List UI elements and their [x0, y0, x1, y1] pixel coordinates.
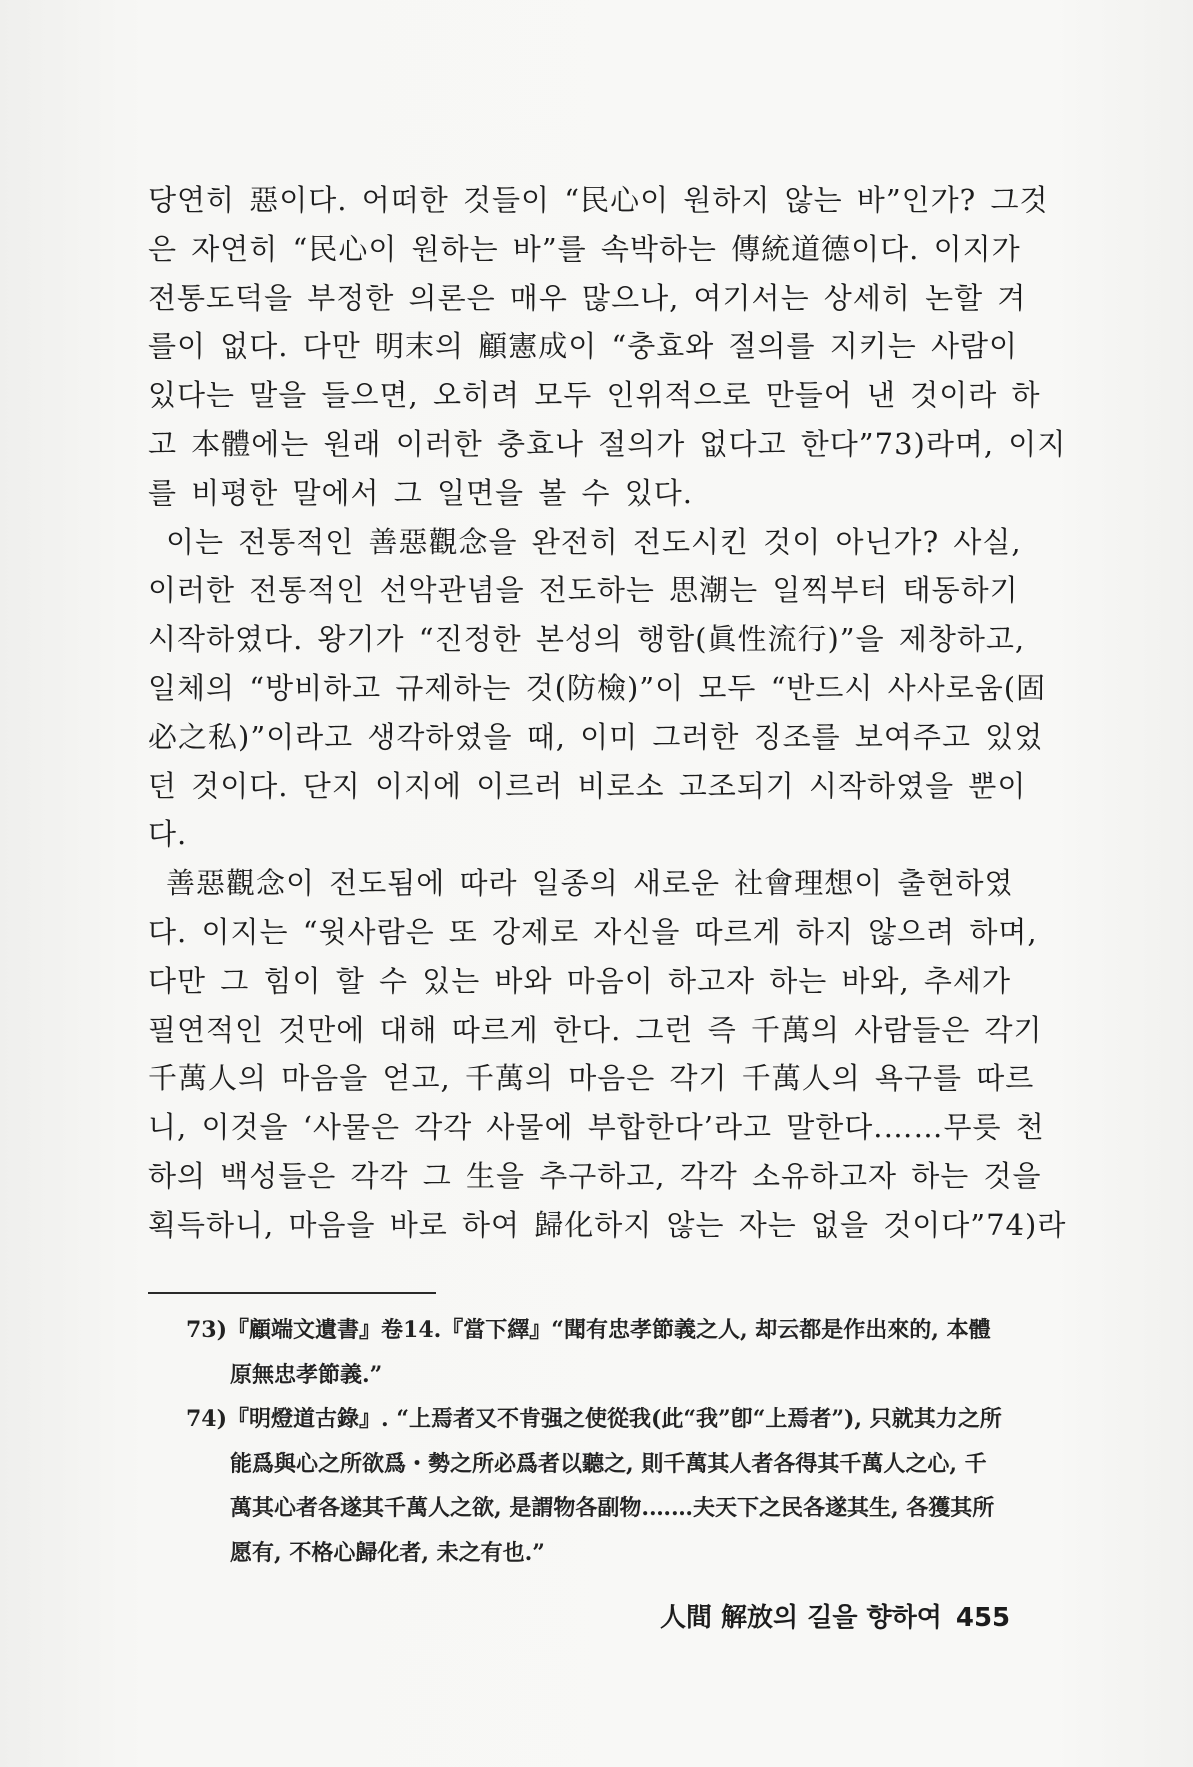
footnote-line: 愿有, 不格心歸化者, 未之有也.”: [230, 1539, 545, 1566]
text-line: 이러한 전통적인 선악관념을 전도하는 思潮는 일찍부터 태동하기: [148, 573, 1019, 608]
text-line: 던 것이다. 단지 이지에 이르러 비로소 고조되기 시작하였을 뿐이: [148, 768, 1027, 803]
text-line: 必之私)”이라고 생각하였을 때, 이미 그러한 징조를 보여주고 있었: [148, 719, 1044, 754]
footnote-line: 原無忠孝節義.”: [230, 1361, 383, 1388]
text-line: 일체의 “방비하고 규제하는 것(防檢)”이 모두 “반드시 사사로움(固: [148, 670, 1047, 705]
text-line: 를이 없다. 다만 明末의 顧憲成이 “충효와 절의를 지키는 사람이: [148, 329, 1019, 364]
text-line: 고 本體에는 원래 이러한 충효나 절의가 없다고 한다”73)라며, 이지: [148, 426, 1067, 461]
page-number: 455: [955, 1603, 1011, 1633]
footnotes: [186, 1308, 1002, 1575]
text-line: 획득하니, 마음을 바로 하여 歸化하지 않는 자는 없을 것이다”74)라: [148, 1207, 1067, 1242]
text-line: 은 자연히 “民心이 원하는 바”를 속박하는 傳統道德이다. 이지가: [148, 231, 1021, 266]
running-title: 人間 解放의 길을 향하여: [660, 1603, 942, 1633]
running-footer: [660, 1597, 1011, 1634]
text-line: 다. 이지는 “윗사람은 또 강제로 자신을 따르게 하지 않으려 하며,: [148, 914, 1038, 949]
footnote-line: 能爲與心之所欲爲・勢之所必爲者以聽之, 則千萬其人者各得其千萬人之心, 千: [230, 1450, 987, 1477]
text-line: 다만 그 힘이 할 수 있는 바와 마음이 하고자 하는 바와, 추세가: [148, 963, 1011, 998]
footnote-73: [186, 1308, 1002, 1397]
text-line: 전통도덕을 부정한 의론은 매우 많으나, 여기서는 상세히 논할 겨: [148, 280, 1027, 315]
footnote-line: 73)『顧端文遺書』卷14.『當下繹』“聞有忠孝節義之人, 却云都是作出來的, 本體: [186, 1317, 991, 1343]
text-line: 千萬人의 마음을 얻고, 千萬의 마음은 각기 千萬人의 욕구를 따르: [148, 1061, 1035, 1096]
footnote-separator: [148, 1292, 436, 1294]
text-line: 善惡觀念이 전도됨에 따라 일종의 새로운 社會理想이 출현하였: [166, 866, 1014, 901]
text-line: 를 비평한 말에서 그 일면을 볼 수 있다.: [148, 475, 693, 510]
text-line: 시작하였다. 왕기가 “진정한 본성의 행함(眞性流行)”을 제창하고,: [148, 622, 1026, 657]
text-line: 다.: [148, 817, 188, 852]
text-line: 이는 전통적인 善惡觀念을 완전히 전도시킨 것이 아닌가? 사실,: [166, 524, 1022, 559]
main-text: [148, 176, 1067, 1250]
footnote-line: 萬其心者各遂其千萬人之欲, 是謂物各副物.……夫天下之民各遂其生, 各獲其所: [230, 1495, 995, 1521]
text-line: 있다는 말을 들으면, 오히려 모두 인위적으로 만들어 낸 것이라 하: [148, 378, 1041, 413]
footnote-line: 74)『明燈道古錄』. “上焉者又不肯强之使從我(此“我”卽“上焉者”), 只就其力之所: [186, 1406, 1002, 1432]
footnote-74: [186, 1397, 1002, 1575]
text-line: 당연히 惡이다. 어떠한 것들이 “民心이 원하지 않는 바”인가? 그것: [148, 183, 1049, 217]
text-line: 하의 백성들은 각각 그 生을 추구하고, 각각 소유하고자 하는 것을: [148, 1158, 1042, 1193]
text-line: 니, 이것을 ‘사물은 각각 사물에 부합한다’라고 말한다.……무릇 천: [148, 1110, 1045, 1145]
text-line: 필연적인 것만에 대해 따르게 한다. 그런 즉 千萬의 사람들은 각기: [148, 1012, 1043, 1047]
